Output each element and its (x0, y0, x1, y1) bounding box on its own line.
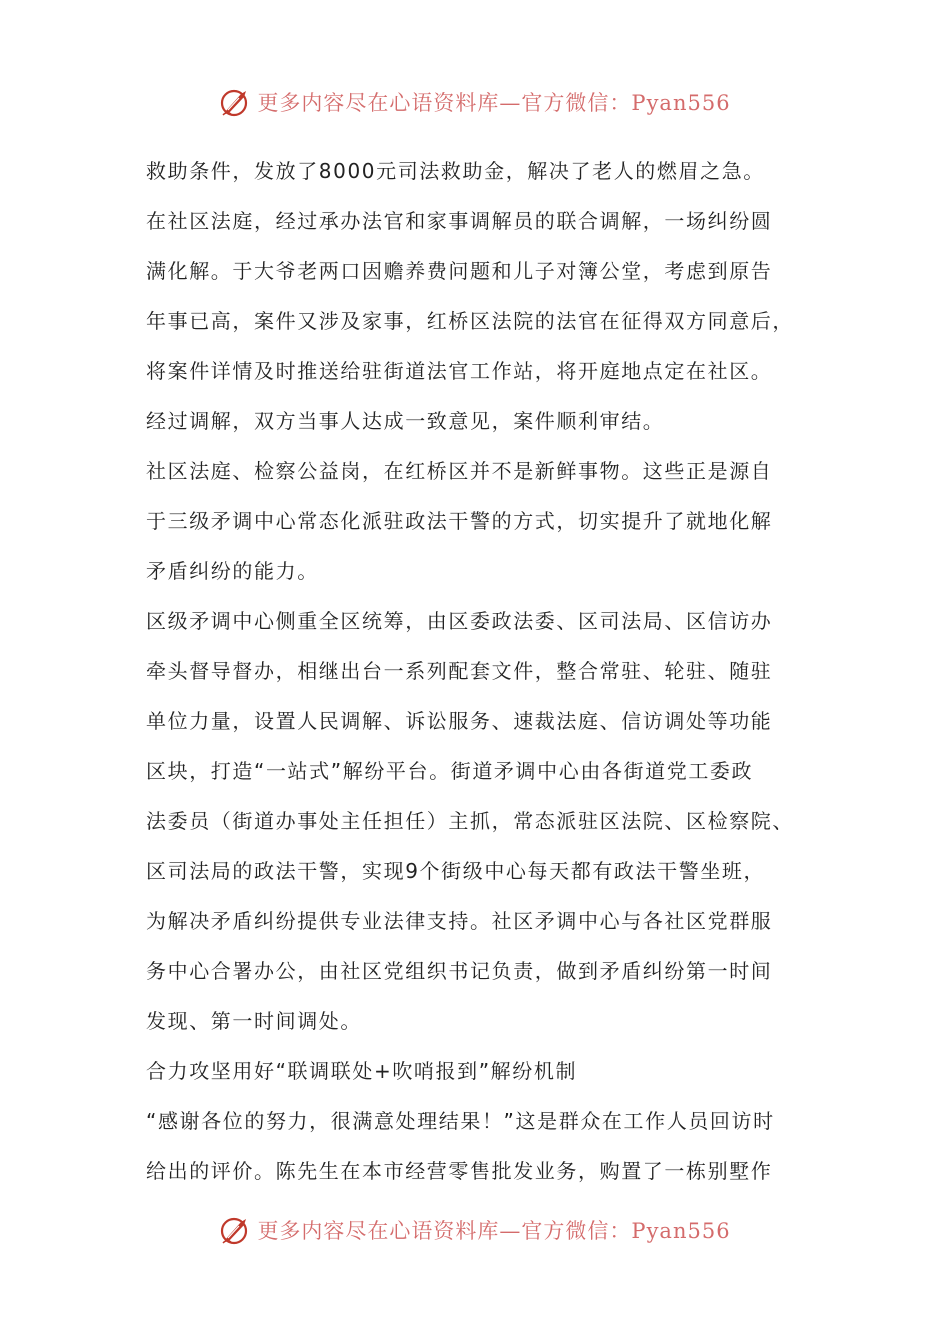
document-body (146, 146, 811, 1196)
section-heading: 合力攻坚用好“联调联处+吹哨报到”解纷机制 (146, 1059, 578, 1083)
body-line: 单位力量，设置人民调解、诉讼服务、速裁法庭、信访调处等功能 (146, 709, 773, 733)
body-line: 矛盾纠纷的能力。 (146, 559, 319, 583)
body-line: 救助条件，发放了8000元司法救助金，解决了老人的燃眉之急。 (146, 159, 765, 183)
body-line: 牵头督导督办，相继出台一系列配套文件，整合常驻、轮驻、随驻 (146, 659, 773, 683)
header-banner (0, 82, 950, 122)
body-line: 务中心合署办公，由社区党组织书记负责，做到矛盾纠纷第一时间 (146, 959, 773, 983)
body-line: 年事已高，案件又涉及家事，红桥区法院的法官在征得双方同意后， (146, 309, 794, 333)
body-line: 社区法庭、检察公益岗，在红桥区并不是新鲜事物。这些正是源自 (146, 459, 773, 483)
pen-nib-icon (219, 85, 253, 119)
body-line: 法委员（街道办事处主任担任）主抓，常态派驻区法院、区检察院、 (146, 809, 794, 833)
body-line: “感谢各位的努力，很满意处理结果！”这是群众在工作人员回访时 (146, 1109, 775, 1133)
body-line: 将案件详情及时推送给驻街道法官工作站，将开庭地点定在社区。 (146, 359, 773, 383)
body-line: 给出的评价。陈先生在本市经营零售批发业务，购置了一栋别墅作 (146, 1159, 773, 1183)
body-line: 满化解。于大爷老两口因赡养费问题和儿子对簿公堂，考虑到原告 (146, 259, 773, 283)
body-line: 为解决矛盾纠纷提供专业法律支持。社区矛调中心与各社区党群服 (146, 909, 773, 933)
body-line: 于三级矛调中心常态化派驻政法干警的方式，切实提升了就地化解 (146, 509, 773, 533)
footer-text: 更多内容尽在心语资料库—官方微信：Pyan556 (257, 1219, 731, 1243)
body-line: 发现、第一时间调处。 (146, 1009, 362, 1033)
body-line: 区块，打造“一站式”解纷平台。街道矛调中心由各街道党工委政 (146, 759, 754, 783)
header-text: 更多内容尽在心语资料库—官方微信：Pyan556 (257, 91, 731, 115)
body-line: 在社区法庭，经过承办法官和家事调解员的联合调解，一场纠纷圆 (146, 209, 773, 233)
footer-banner (0, 1210, 950, 1250)
body-line: 经过调解，双方当事人达成一致意见，案件顺利审结。 (146, 409, 665, 433)
pen-nib-icon (219, 1213, 253, 1247)
body-line: 区级矛调中心侧重全区统筹，由区委政法委、区司法局、区信访办 (146, 609, 773, 633)
body-line: 区司法局的政法干警，实现9个街级中心每天都有政法干警坐班， (146, 859, 766, 883)
